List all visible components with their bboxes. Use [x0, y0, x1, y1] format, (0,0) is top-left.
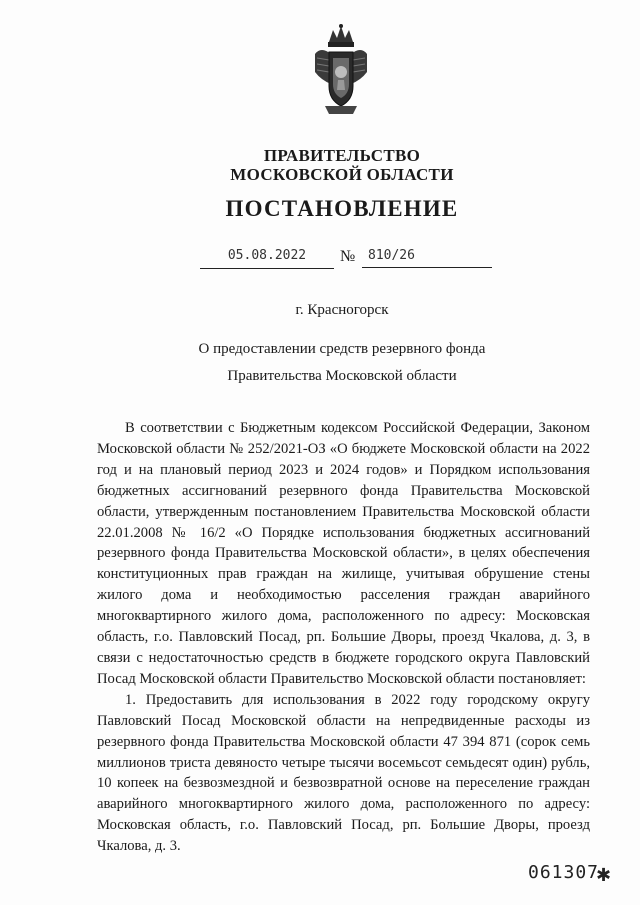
- clause-1-paragraph: 1. Предоставить для использования в 2022 году городскому округу Павловский Посад Московской области на непредвиденные расходы из резервного фонда Правительства Московской области 47 394 871 (сорок семь миллионов триста девяносто четыре тысячи восемьсот семьдесят один) рубль, 10 копеек на безвозмездной и безвозвратной основе на переселение граждан аварийного многоквартирного жилого дома, расположенного по адресу: Московская область, г.о. Павловский Посад, рп. Большие Дворы, проезд Чкалова, д. 3.: [97, 691, 590, 855]
- document-number: 810/26: [362, 248, 492, 268]
- government-title-line1: ПРАВИТЕЛЬСТВО: [263, 146, 421, 165]
- city-of-issue: г. Красногорск: [295, 302, 389, 318]
- moscow-oblast-coat-of-arms-icon: [311, 24, 371, 119]
- subject-line2: Правительства Московской области: [227, 368, 457, 384]
- serial-number: 061307: [528, 862, 600, 883]
- document-date: 05.08.2022: [200, 248, 334, 269]
- document-body: [97, 418, 590, 857]
- document-type-heading: ПОСТАНОВЛЕНИЕ: [225, 196, 459, 221]
- asterisk-star-icon: ✱: [596, 865, 612, 885]
- subject-line1: О предоставлении средств резервного фонда: [198, 341, 486, 357]
- preamble-paragraph: В соответствии с Бюджетным кодексом Российской Федерации, Законом Московской области № 252/2021-ОЗ «О бюджете Московской области на 2022 год и на плановый период 2023 и 2024 годов» и Порядком использования бюджетных ассигнований резервного фонда Правительства Московской области, утвержденным постановлением Правительства Московской области 22.01.2008 № 16/2 «О Порядке использования бюджетных ассигнований резервного фонда Правительства Московской области», в целях обеспечения конституционных прав граждан на жилище, учитывая обрушение стены жилого дома и необходимостью расселения граждан аварийного многоквартирного жилого дома, расположенного по адресу: Московская область, г.о. Павловский Посад, рп. Большие Дворы, проезд Чкалова, д. 3, в связи с недостаточностью средств в бюджете городского округа Павловский Посад Московской области Правительство Московской области постановляет:: [97, 420, 590, 687]
- number-sign: №: [340, 248, 356, 265]
- government-title-line2: МОСКОВСКОЙ ОБЛАСТИ: [230, 165, 454, 184]
